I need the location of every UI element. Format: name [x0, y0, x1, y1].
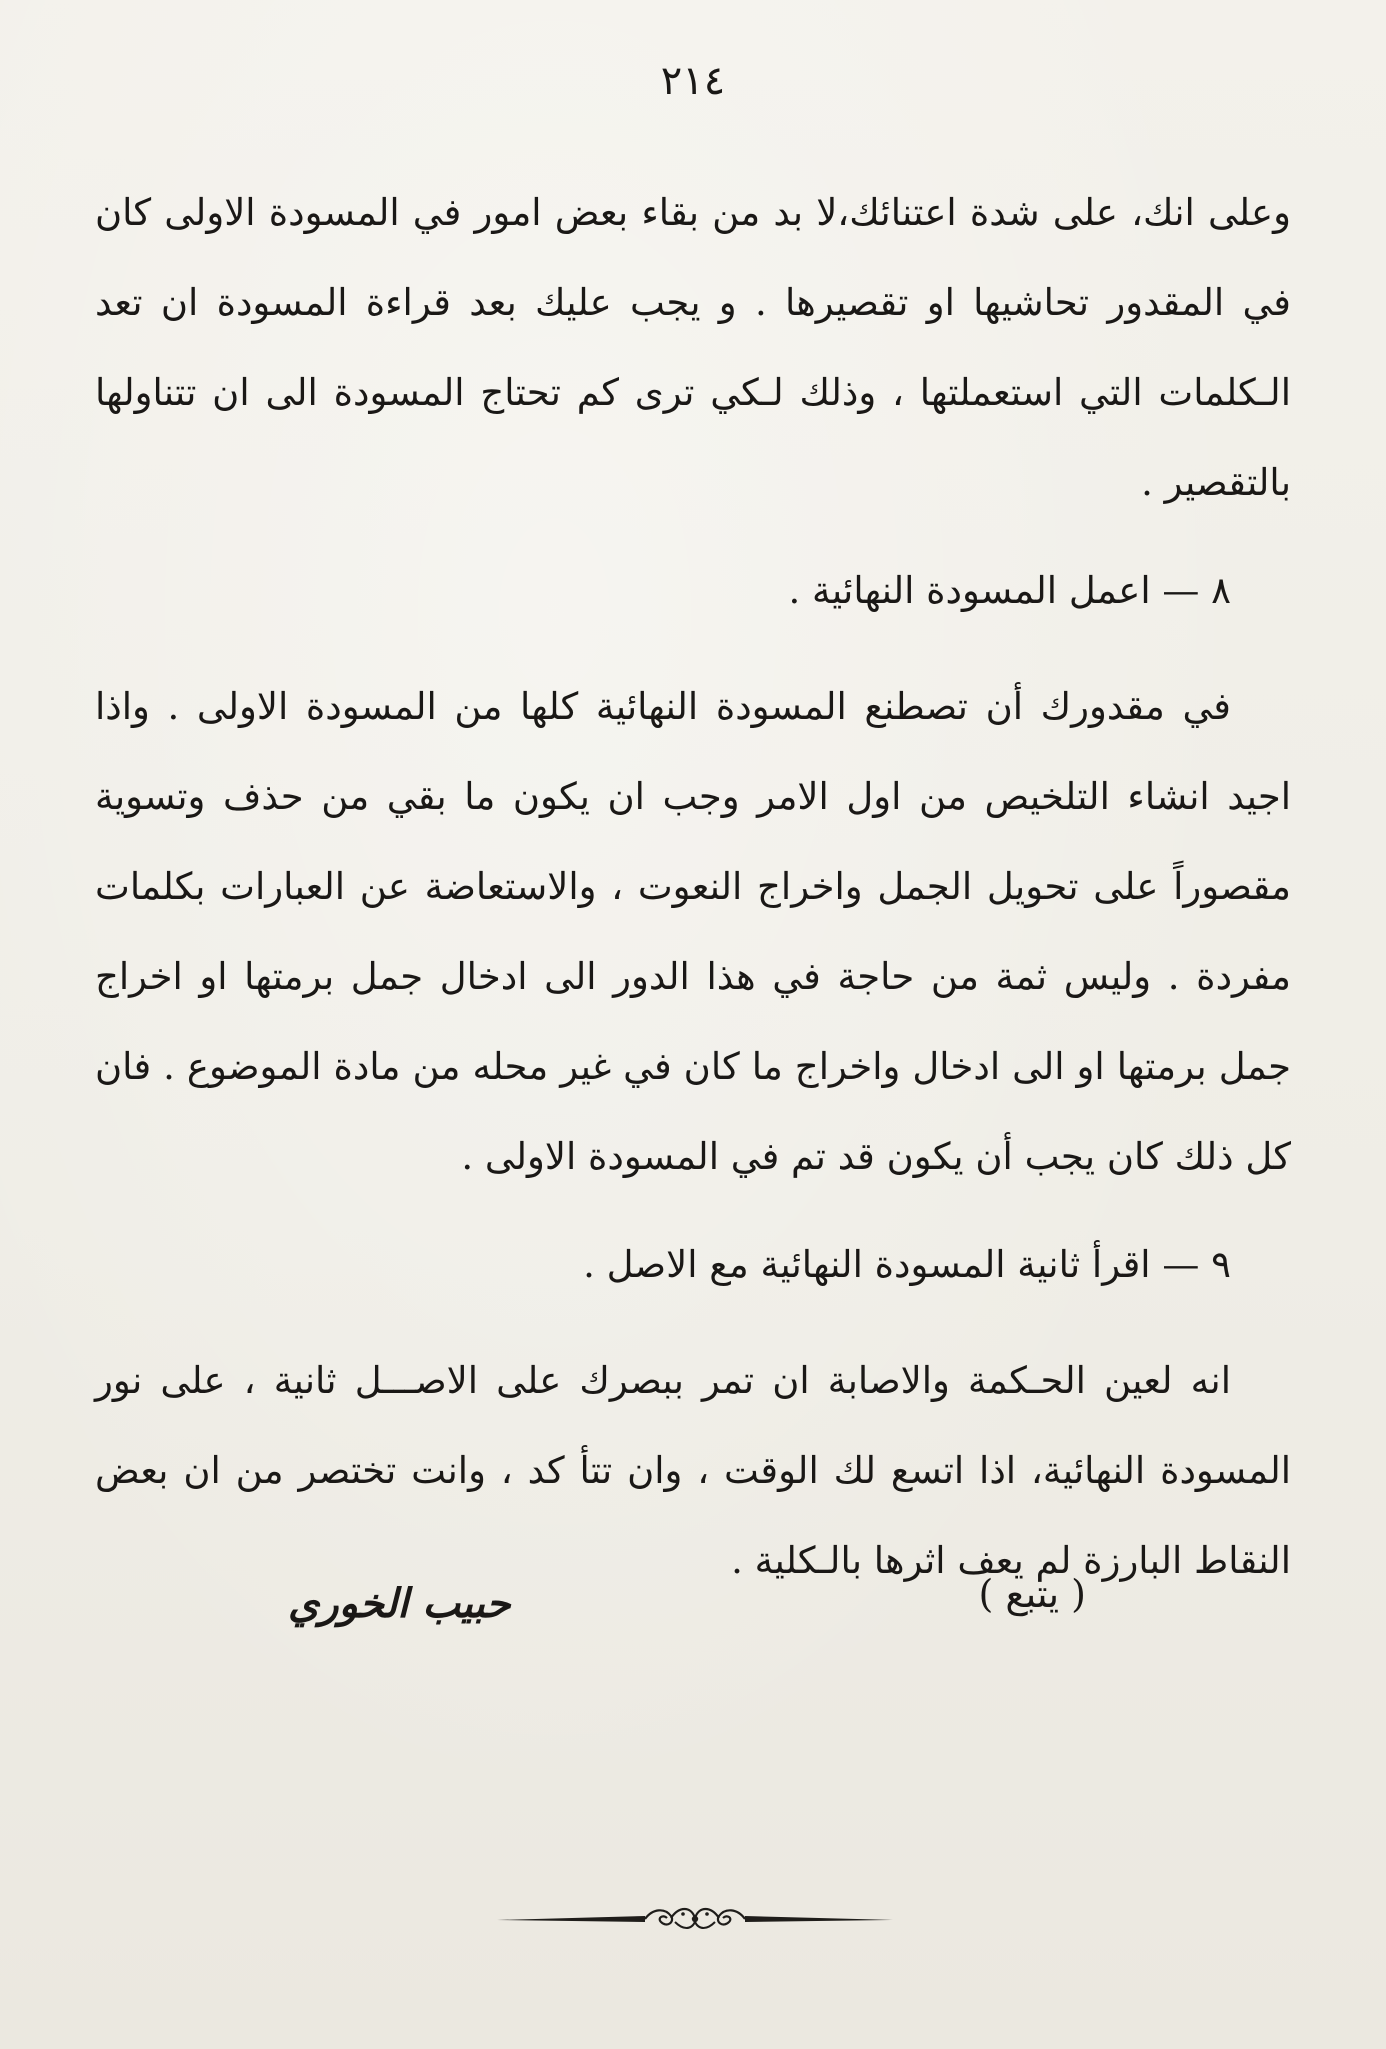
author-signature: حبيب الخوري [288, 1580, 511, 1627]
continued-note: ( يتبع ) [978, 1572, 1086, 1616]
paragraph-2: في مقدورك أن تصطنع المسودة النهائية كلها من المسودة الاولى . واذا اجيد انشاء التلخيص من اول الامر وجب ان يكون ما بقي من حذف وتسوية مقصوراً على تحويل الجمل واخراج النعوت ، والاستعاضة عن العبارات بكلمات مفردة . وليس ثمة من حاجة في هذا الدور الى ادخال جمل برمتها او اخراج جمل برمتها او الى ادخال واخراج ما كان في غير محله من مادة الموضوع . فان كل ذلك كان يجب أن يكون قد تم في المسودة الاولى . [95, 685, 1291, 1178]
paragraph-3: انه لعين الحـكمة والاصابة ان تمر ببصرك على الاصـــل ثانية ، على نور المسودة النهائية، اذا اتسع لك الوقت ، وان تتأ كد ، وانت تختصر من ان بعض النقاط البارزة لم يعف اثرها بالـكلية . [95, 1359, 1291, 1582]
closing-line [0, 1572, 1386, 1662]
paragraph-1: وعلى انك، على شدة اعتنائك،لا بد من بقاء بعض امور في المسودة الاولى كان في المقدور تحاشيها او تقصيرها . و يجب عليك بعد قراءة المسودة ان تعد الـكلمات التي استعملتها ، وذلك لـكي ترى كم تحتاج المسودة الى ان تتناولها بالتقصير . [95, 191, 1291, 504]
body-text [95, 168, 1291, 1624]
ornament-divider-icon [495, 1900, 895, 1936]
item-9-heading: ٩ — اقرأ ثانية المسودة النهائية مع الاصل . [583, 1243, 1231, 1286]
item-8-heading: ٨ — اعمل المسودة النهائية . [788, 569, 1231, 612]
page-number: ٢١٤ [660, 58, 726, 104]
